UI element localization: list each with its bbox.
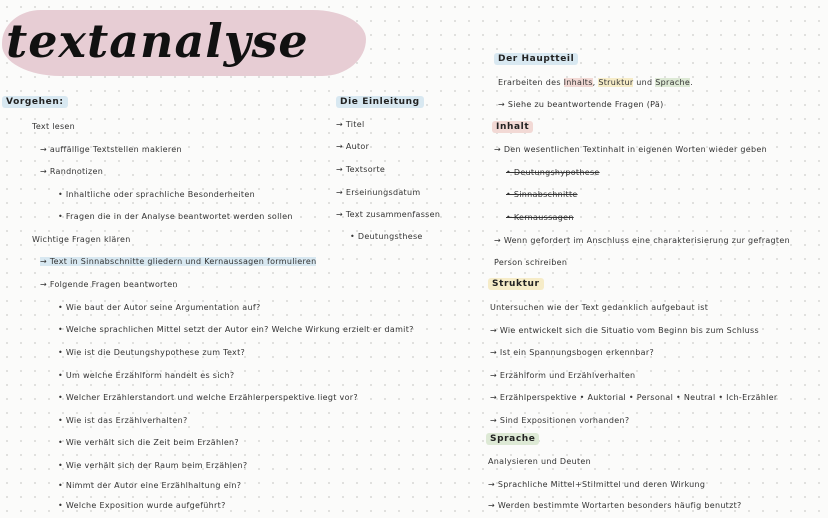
inhalt-heading: Inhalt xyxy=(492,121,533,133)
list-item: → Sprachliche Mittel+Stilmittel und deren Wirkung xyxy=(488,480,706,489)
list-item: → Erseinungsdatum xyxy=(336,188,421,197)
list-item: → Erzählform und Erzählverhalten xyxy=(490,371,636,380)
intro-end: . xyxy=(690,78,693,87)
list-item: • Wie ist das Erzählverhalten? xyxy=(58,416,188,425)
list-item: • Um welche Erzählform handelt es sich? xyxy=(58,371,235,380)
list-item: Wichtige Fragen klären xyxy=(32,235,131,244)
intro-inhalt: Inhalts xyxy=(563,78,593,87)
hauptteil-heading: Der Hauptteil xyxy=(494,53,578,65)
list-item: → Den wesentlichen Textinhalt in eigenen Worten wieder geben xyxy=(494,145,767,154)
list-item: → auffällige Textstellen makieren xyxy=(40,145,182,154)
intro-prefix: Erarbeiten des xyxy=(498,78,564,87)
list-item: → Ist ein Spannungsbogen erkennbar? xyxy=(490,348,655,357)
intro-struktur: Struktur xyxy=(598,78,634,87)
vorgehen-heading: Vorgehen: xyxy=(2,96,68,108)
list-item: → Text zusammenfassen xyxy=(336,210,441,219)
list-item: • Wie baut der Autor seine Argumentation auf? xyxy=(58,303,261,312)
list-item: → Wenn gefordert im Anschluss eine charakterisierung zur gefragten xyxy=(494,236,790,245)
list-item: → Text in Sinnabschnitte gliedern und Kernaussagen formulieren xyxy=(40,257,317,266)
list-item: • Deutungshypothese xyxy=(506,168,600,177)
list-item: → Textsorte xyxy=(336,165,386,174)
list-item: → Wie entwickelt sich die Situatio vom Beginn bis zum Schluss xyxy=(490,326,759,335)
list-item: • Welche Exposition wurde aufgeführt? xyxy=(58,501,226,510)
list-item: • Wie verhält sich der Raum beim Erzählen? xyxy=(58,461,248,470)
list-item: → Erzählperspektive • Auktorial • Personal • Neutral • Ich-Erzähler xyxy=(490,393,778,402)
list-item: • Wie verhält sich die Zeit beim Erzählen? xyxy=(58,438,239,447)
intro-und: und xyxy=(633,78,656,87)
einleitung-heading: Die Einleitung xyxy=(336,96,424,108)
struktur-heading: Struktur xyxy=(488,278,544,290)
list-item: Untersuchen wie der Text gedanklich aufgebaut ist xyxy=(490,303,709,312)
sprache-heading: Sprache xyxy=(486,433,539,445)
list-item: → Titel xyxy=(336,120,365,129)
list-item: • Sinnabschnitte xyxy=(506,190,578,199)
list-item: Text lesen xyxy=(32,122,76,131)
list-item: • Welche sprachlichen Mittel setzt der Autor ein? Welche Wirkung erzielt er damit? xyxy=(58,325,414,334)
list-item: → Siehe zu beantwortende Fragen (Pä) xyxy=(498,100,664,109)
hauptteil-intro xyxy=(498,78,693,87)
list-item: → Randnotizen xyxy=(40,167,104,176)
list-item: • Welcher Erzählerstandort und welche Erzählerperspektive liegt vor? xyxy=(58,393,358,402)
list-item: Person schreiben xyxy=(494,258,568,267)
list-item: • Fragen die in der Analyse beantwortet werden sollen xyxy=(58,212,293,221)
intro-comma: , xyxy=(592,78,599,87)
list-item: → Sind Expositionen vorhanden? xyxy=(490,416,630,425)
intro-sprache: Sprache xyxy=(655,78,691,87)
list-item: → Werden bestimmte Wortarten besonders häufig benutzt? xyxy=(488,501,742,510)
list-item: • Nimmt der Autor eine Erzählhaltung ein? xyxy=(58,481,242,490)
page-title: textanalyse xyxy=(6,14,309,68)
list-item: • Deutungsthese xyxy=(350,232,423,241)
list-item: Analysieren und Deuten xyxy=(488,457,592,466)
list-item: → Autor xyxy=(336,142,370,151)
list-item: • Inhaltliche oder sprachliche Besonderheiten xyxy=(58,190,255,199)
list-item: → Folgende Fragen beantworten xyxy=(40,280,178,289)
list-item: • Wie ist die Deutungshypothese zum Text? xyxy=(58,348,246,357)
list-item: • Kernaussagen xyxy=(506,213,574,222)
